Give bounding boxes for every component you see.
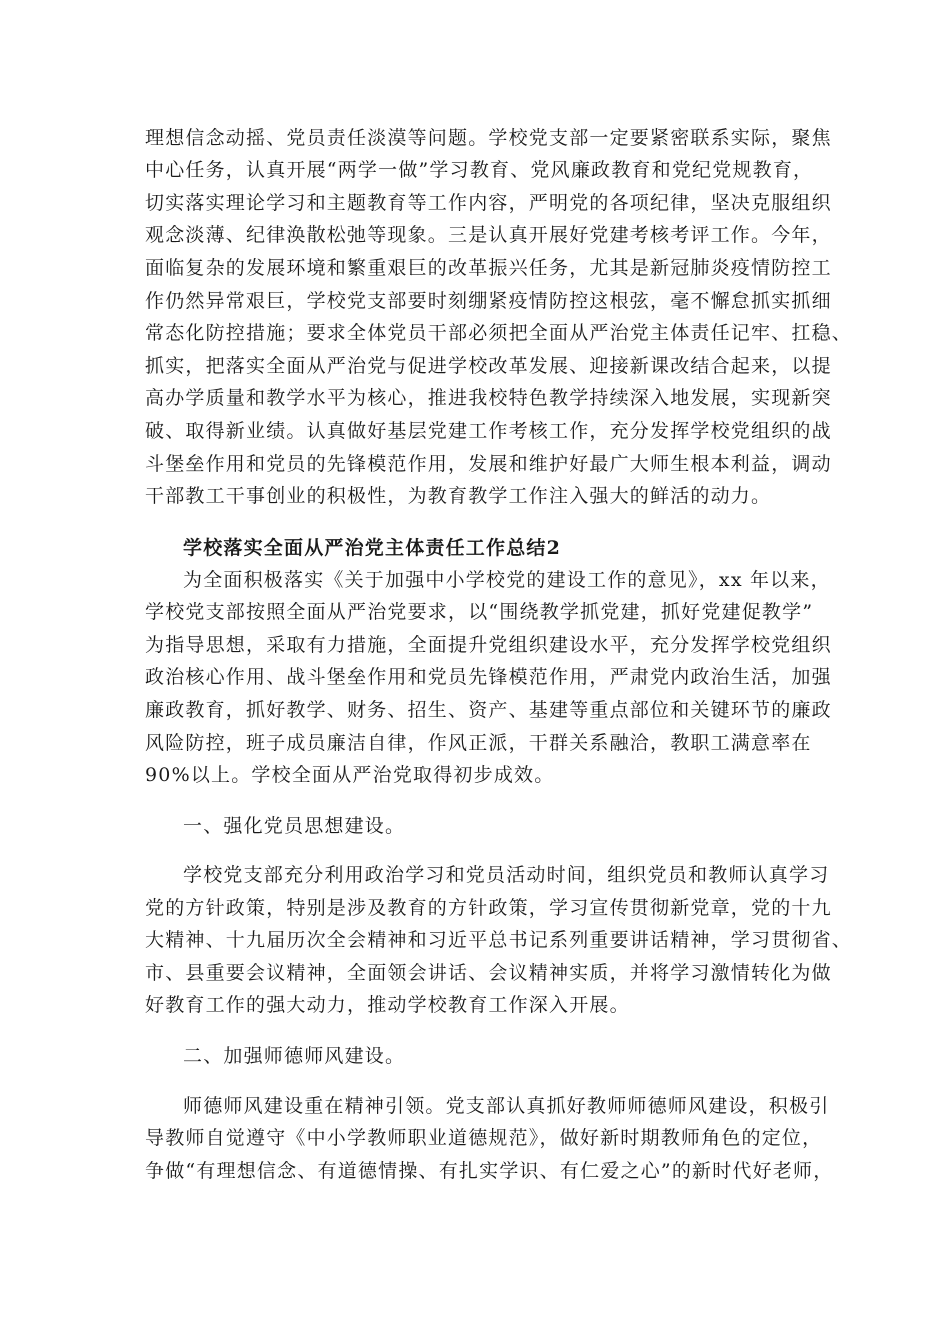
paragraph-1-line: 常态化防控措施；要求全体党员干部必须把全面从严治党主体责任记牢、扛稳、 xyxy=(145,322,853,344)
paragraph-3-line: 党的方针政策，特别是涉及教育的方针政策，学习宣传贯彻新党章，党的十九 xyxy=(145,897,832,919)
paragraph-1-line: 高办学质量和教学水平为核心，推进我校特色教学持续深入地发展，实现新突 xyxy=(145,387,832,409)
paragraph-2-line: 学校党支部按照全面从严治党要求，以“围绕教学抓党建，抓好党建促教学” xyxy=(145,601,814,623)
paragraph-1-line: 斗堡垒作用和党员的先锋模范作用，发展和维护好最广大师生根本利益，调动 xyxy=(145,453,832,475)
paragraph-1-line: 面临复杂的发展环境和繁重艰巨的改革振兴任务，尤其是新冠肺炎疫情防控工 xyxy=(145,257,832,279)
paragraph-4-line: 师德师风建设重在精神引领。党支部认真抓好教师师德师风建设，积极引 xyxy=(183,1095,830,1117)
paragraph-3-line: 学校党支部充分利用政治学习和党员活动时间，组织党员和教师认真学习 xyxy=(183,864,830,886)
paragraph-2-line: 风险防控，班子成员廉洁自律，作风正派，干群关系融洽，教职工满意率在 xyxy=(145,732,812,754)
paragraph-2-line: 为指导思想，采取有力措施，全面提升党组织建设水平，充分发挥学校党组织 xyxy=(145,634,832,656)
paragraph-4-line: 争做“有理想信念、有道德情操、有扎实学识、有仁爱之心”的新时代好老师， xyxy=(145,1160,834,1182)
paragraph-2-line: 政治核心作用、战斗堡垒作用和党员先锋模范作用，严肃党内政治生活，加强 xyxy=(145,666,832,688)
paragraph-2-line: 廉政教育，抓好教学、财务、招生、资产、基建等重点部位和关键环节的廉政 xyxy=(145,699,832,721)
paragraph-1-line: 破、取得新业绩。认真做好基层党建工作考核工作，充分发挥学校党组织的战 xyxy=(145,420,832,442)
paragraph-1-line: 干部教工干事创业的积极性，为教育教学工作注入强大的鲜活的动力。 xyxy=(145,485,772,507)
paragraph-3-line: 大精神、十九届历次全会精神和习近平总书记系列重要讲话精神，学习贯彻省、 xyxy=(145,929,853,951)
paragraph-2-line: 为全面积极落实《关于加强中小学校党的建设工作的意见》，xx 年以来， xyxy=(183,569,831,591)
section-1-title: 一、强化党员思想建设。 xyxy=(183,815,406,837)
section-2-title: 二、加强师德师风建设。 xyxy=(183,1045,406,1067)
paragraph-1-line: 观念淡薄、纪律涣散松弛等现象。三是认真开展好党建考核考评工作。今年， xyxy=(145,224,832,246)
paragraph-1-line: 中心任务，认真开展“两学一做”学习教育、党风廉政教育和党纪党规教育， xyxy=(145,159,814,181)
paragraph-4-line: 导教师自觉遵守《中小学教师职业道德规范》，做好新时期教师角色的定位， xyxy=(145,1127,823,1149)
paragraph-3-line: 好教育工作的强大动力，推动学校教育工作深入开展。 xyxy=(145,994,630,1016)
paragraph-3-line: 市、县重要会议精神，全面领会讲话、会议精神实质，并将学习激情转化为做 xyxy=(145,962,832,984)
paragraph-1-line: 抓实，把落实全面从严治党与促进学校改革发展、迎接新课改结合起来，以提 xyxy=(145,355,832,377)
paragraph-2-line: 90%以上。学校全面从严治党取得初步成效。 xyxy=(145,764,555,786)
paragraph-1-line: 切实落实理论学习和主题教育等工作内容，严明党的各项纪律，坚决克服组织 xyxy=(145,192,832,214)
paragraph-1-line: 理想信念动摇、党员责任淡漠等问题。学校党支部一定要紧密联系实际，聚焦 xyxy=(145,127,832,149)
section-heading: 学校落实全面从严治党主体责任工作总结2 xyxy=(183,537,562,559)
paragraph-1-line: 作仍然异常艰巨，学校党支部要时刻绷紧疫情防控这根弦，毫不懈怠抓实抓细 xyxy=(145,290,832,312)
